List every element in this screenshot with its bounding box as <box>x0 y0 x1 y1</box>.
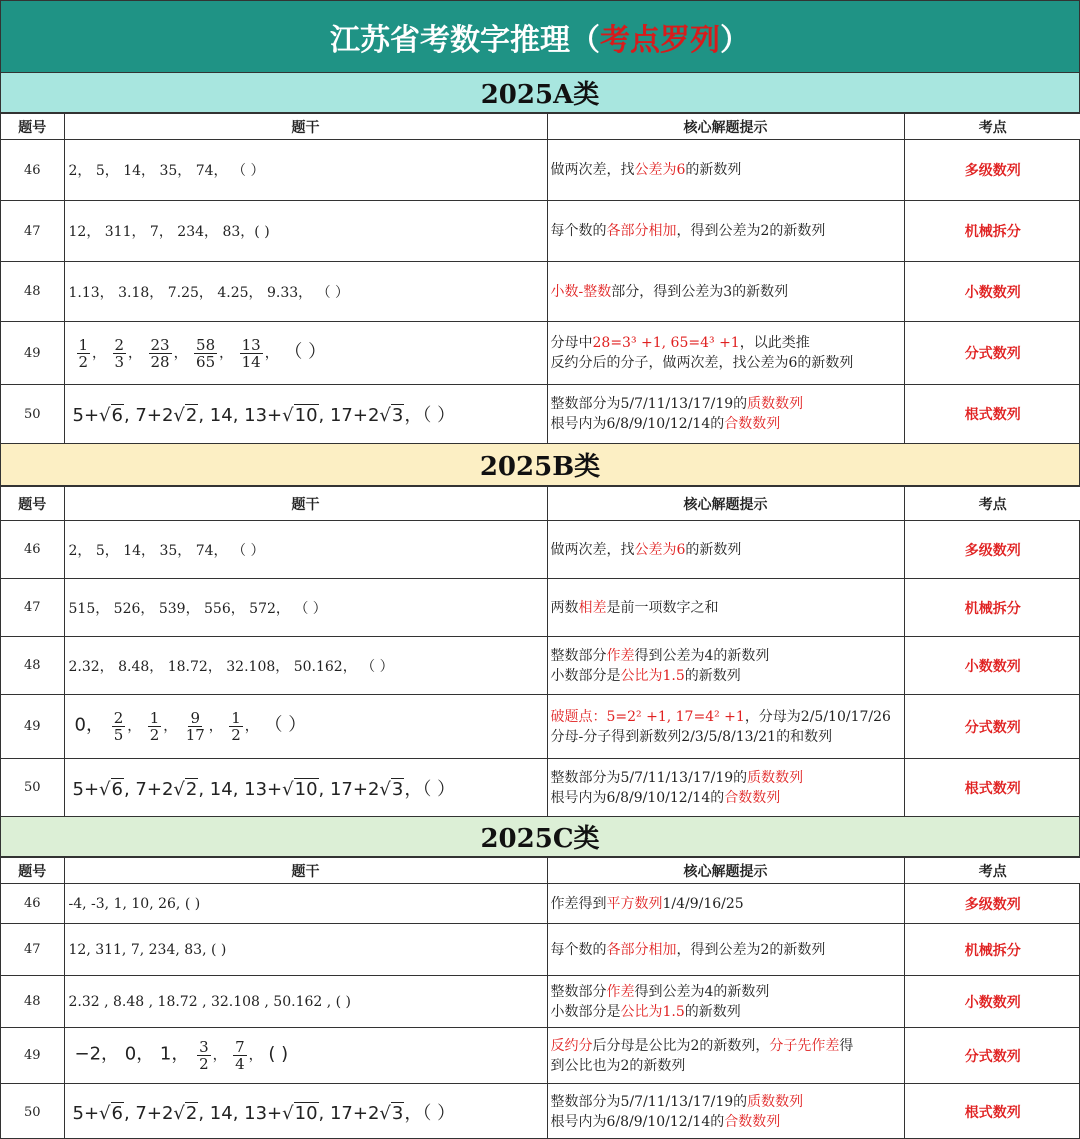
table-row <box>1 759 1080 817</box>
denominator: 2 <box>231 726 241 744</box>
title-highlight: 考点罗列 <box>600 22 720 58</box>
hint-highlight: 作差 <box>606 983 635 1000</box>
key-point: 多级数列 <box>904 521 1080 579</box>
hint-line <box>551 788 904 808</box>
hint-highlight: 28=3³ +1, 65=4³ +1 <box>592 335 740 351</box>
text-span: 得到公差为4的新数列 <box>634 983 770 1000</box>
question-number: 48 <box>1 262 64 322</box>
denominator: 14 <box>241 352 261 371</box>
text-span: 作差得到 <box>550 895 607 912</box>
header-hint: 核心解题提示 <box>547 487 904 521</box>
radical-expression <box>73 1102 456 1124</box>
sqrt <box>282 1102 318 1124</box>
text-span: ， <box>208 718 223 735</box>
hint-line <box>551 414 904 434</box>
solution-hint <box>547 759 904 817</box>
hint-line <box>551 940 904 960</box>
question-stem <box>64 385 547 444</box>
denominator: 2 <box>149 726 160 744</box>
sqrt <box>282 778 318 800</box>
radicand: 2 <box>185 1103 198 1124</box>
key-point: 多级数列 <box>904 140 1080 201</box>
table-row <box>1 884 1080 924</box>
denominator: 17 <box>185 726 205 744</box>
text-span: 做两次差，找 <box>550 162 635 178</box>
stem-tail: （ ） <box>278 341 327 362</box>
text-span: ， <box>92 345 107 361</box>
question-stem <box>64 322 547 385</box>
text-span: √ <box>282 778 294 800</box>
hint-line <box>551 666 904 686</box>
text-span: ，得到公差为2的新数列 <box>676 223 826 239</box>
key-point: 小数数列 <box>904 976 1080 1028</box>
key-point: 根式数列 <box>904 385 1080 444</box>
radical-expression <box>73 778 456 800</box>
table-row <box>1 579 1080 637</box>
fraction <box>197 1039 211 1072</box>
text-span: ， <box>128 345 143 361</box>
sqrt <box>379 1102 404 1124</box>
question-number: 49 <box>1 322 64 385</box>
header-stem: 题干 <box>64 487 547 521</box>
question-stem <box>64 759 547 817</box>
text-span: √ <box>379 778 391 800</box>
question-stem: -4, -3, 1, 10, 26, ( ) <box>64 884 547 924</box>
stem-tail: （ ） <box>258 714 307 736</box>
table-row <box>1 976 1080 1028</box>
hint-highlight: 合数数列 <box>724 789 781 806</box>
sqrt <box>379 778 404 800</box>
question-stem: 12， 311， 7， 234， 83，( ) <box>64 201 547 262</box>
hint-line <box>551 894 904 914</box>
solution-hint <box>547 695 904 759</box>
numerator: 2 <box>113 709 124 727</box>
radicand: 6 <box>111 1103 123 1124</box>
text-span: ， <box>127 718 142 735</box>
fraction <box>77 337 91 370</box>
fraction <box>229 710 243 743</box>
radicand: 2 <box>185 778 198 800</box>
text-span: , 7+2 <box>123 778 174 800</box>
text-span: 整数部分为5/7/11/13/17/19的 <box>550 396 748 412</box>
text-span <box>177 719 181 735</box>
text-span: 每个数的 <box>550 941 607 958</box>
solution-hint <box>547 976 904 1028</box>
text-span <box>227 1048 231 1064</box>
fraction <box>113 337 127 370</box>
text-span: ， <box>212 1047 227 1064</box>
sqrt <box>99 778 124 800</box>
data-table <box>1 857 1080 1139</box>
hint-highlight: 平方数列 <box>606 895 663 912</box>
text-span: 5+ <box>72 778 100 800</box>
text-span: 1/4/9/16/25 <box>662 895 744 912</box>
text-span: 得到公差为4的新数列 <box>634 647 770 664</box>
table-row <box>1 924 1080 976</box>
question-stem: 2， 5， 14， 35， 74， （ ） <box>64 140 547 201</box>
sections <box>1 73 1079 1139</box>
question-number: 50 <box>1 1084 64 1139</box>
text-span: ， <box>264 345 279 361</box>
numerator: 7 <box>235 1038 245 1056</box>
numerator: 1 <box>231 709 241 727</box>
denominator: 65 <box>196 352 216 371</box>
text-span: 整数部分 <box>550 647 607 664</box>
text-span: , 14, 13+ <box>198 778 283 800</box>
radicand: 2 <box>185 405 198 426</box>
text-span: , 7+2 <box>123 405 174 426</box>
denominator: 2 <box>78 352 89 371</box>
denominator: 2 <box>199 1055 209 1073</box>
denominator: 5 <box>113 726 124 744</box>
title-close: ） <box>720 22 750 58</box>
hint-line <box>551 394 904 414</box>
solution-hint <box>547 521 904 579</box>
sqrt <box>379 404 404 426</box>
header-no: 题号 <box>1 487 64 521</box>
title-text: 江苏省考数字推理（ <box>330 22 600 58</box>
text-span: 根号内为6/8/9/10/12/14的 <box>550 789 725 806</box>
table-row <box>1 201 1080 262</box>
fraction <box>194 337 217 370</box>
text-span: ， <box>219 345 234 361</box>
table-row <box>1 1084 1080 1139</box>
text-span: √ <box>379 405 391 426</box>
header-kp: 考点 <box>904 114 1080 140</box>
text-span: √ <box>99 405 111 426</box>
table-row <box>1 1028 1080 1084</box>
header-hint: 核心解题提示 <box>547 114 904 140</box>
solution-hint <box>547 637 904 695</box>
text-span: 根号内为6/8/9/10/12/14的 <box>550 1114 725 1130</box>
key-point: 机械拆分 <box>904 924 1080 976</box>
radicand: 10 <box>294 1103 318 1124</box>
text-span: ，（ ） <box>404 405 456 426</box>
table-row <box>1 385 1080 444</box>
question-number: 49 <box>1 1028 64 1084</box>
hint-highlight: 合数数列 <box>724 416 781 432</box>
section-title: 2025A类 <box>1 73 1079 113</box>
header-row <box>1 858 1080 884</box>
question-number: 50 <box>1 385 64 444</box>
text-span: 整数部分为5/7/11/13/17/19的 <box>550 769 748 786</box>
hint-line <box>551 1112 904 1132</box>
text-span: √ <box>173 405 185 426</box>
text-span: 的新数列 <box>685 541 742 558</box>
text-span: , 17+2 <box>318 405 380 426</box>
solution-hint <box>547 884 904 924</box>
text-span: 得 <box>839 1037 854 1054</box>
hint-line <box>551 598 904 618</box>
hint-highlight: 公差为6 <box>634 541 686 558</box>
question-number: 46 <box>1 140 64 201</box>
radicand: 10 <box>294 778 318 800</box>
key-point: 小数数列 <box>904 262 1080 322</box>
table-row <box>1 637 1080 695</box>
text-span: , 17+2 <box>318 1103 380 1124</box>
sqrt <box>99 404 124 426</box>
header-row <box>1 114 1080 140</box>
question-stem <box>64 1084 547 1139</box>
hint-line <box>551 982 904 1002</box>
text-span: √ <box>173 1103 185 1124</box>
key-point: 多级数列 <box>904 884 1080 924</box>
numerator: 23 <box>150 335 170 354</box>
text-span: , 14, 13+ <box>198 405 283 426</box>
text-span: 整数部分为5/7/11/13/17/19的 <box>550 1094 748 1110</box>
hint-line: 到公比也为2的新数列 <box>550 1057 686 1074</box>
sqrt <box>282 404 318 426</box>
numerator: 13 <box>241 335 261 354</box>
key-point: 分式数列 <box>904 1028 1080 1084</box>
text-span <box>188 345 192 361</box>
solution-hint <box>547 924 904 976</box>
hint-highlight: 破题点：5=2² +1, 17=4² +1 <box>550 708 745 725</box>
stem-lead: −2， 0， 1， <box>74 1043 196 1065</box>
text-span: √ <box>99 778 111 800</box>
text-span: 的新数列 <box>684 667 741 684</box>
question-number: 48 <box>1 976 64 1028</box>
numerator: 2 <box>114 335 125 354</box>
radicand: 3 <box>391 1103 404 1124</box>
hint-line <box>551 1092 904 1112</box>
stem-lead: 0， <box>74 714 110 736</box>
numerator: 9 <box>190 709 200 727</box>
solution-hint <box>547 1028 904 1084</box>
radicand: 3 <box>391 778 404 800</box>
numerator: 3 <box>199 1038 209 1056</box>
fraction <box>149 337 172 370</box>
text-span: 两数 <box>550 599 579 616</box>
text-span: 分母中 <box>550 335 593 351</box>
text-span: ， <box>173 345 188 361</box>
text-span: , 17+2 <box>318 778 380 800</box>
key-point: 机械拆分 <box>904 579 1080 637</box>
hint-line <box>551 160 904 180</box>
hint-highlight: 质数数列 <box>747 1094 804 1110</box>
fraction <box>233 1039 247 1072</box>
table-row <box>1 262 1080 322</box>
numerator: 1 <box>149 709 160 727</box>
solution-hint <box>547 140 904 201</box>
fraction <box>240 337 263 370</box>
text-span: ， <box>244 718 259 735</box>
numerator: 58 <box>196 335 216 354</box>
text-span: 小数部分是 <box>550 667 621 684</box>
text-span: , 14, 13+ <box>198 1103 283 1124</box>
text-span: 整数部分 <box>550 983 607 1000</box>
text-span: 是前一项数字之和 <box>606 599 719 616</box>
question-number: 48 <box>1 637 64 695</box>
header-row <box>1 487 1080 521</box>
question-stem: 2， 5， 14， 35， 74， （ ） <box>64 521 547 579</box>
hint-highlight: 质数数列 <box>747 769 804 786</box>
text-span: 根号内为6/8/9/10/12/14的 <box>550 416 725 432</box>
page-title <box>1 1 1079 73</box>
hint-line <box>551 1002 904 1022</box>
sqrt <box>173 1102 198 1124</box>
text-span: √ <box>379 1103 391 1124</box>
stem-tail: ( ) <box>262 1043 289 1065</box>
question-stem: 2.32， 8.48， 18.72， 32.108， 50.162， （ ） <box>64 637 547 695</box>
table-row <box>1 140 1080 201</box>
radicand: 6 <box>111 405 123 426</box>
header-stem: 题干 <box>64 858 547 884</box>
hint-line <box>551 333 904 353</box>
table-row <box>1 695 1080 759</box>
hint-line <box>551 1036 904 1056</box>
text-span: ，（ ） <box>404 778 456 800</box>
table-row <box>1 322 1080 385</box>
hint-highlight: 质数数列 <box>747 396 804 412</box>
text-span <box>142 345 146 361</box>
hint-highlight: 公比为1.5 <box>620 667 685 684</box>
key-point: 机械拆分 <box>904 201 1080 262</box>
header-kp: 考点 <box>904 858 1080 884</box>
hint-highlight: 各部分相加 <box>606 223 677 239</box>
key-point: 小数数列 <box>904 637 1080 695</box>
header-no: 题号 <box>1 858 64 884</box>
text-span: 做两次差，找 <box>550 541 635 558</box>
header-no: 题号 <box>1 114 64 140</box>
radical-expression <box>73 404 456 426</box>
question-number: 47 <box>1 201 64 262</box>
question-stem: 12, 311, 7, 234, 83, ( ) <box>64 924 547 976</box>
text-span: 的新数列 <box>685 162 742 178</box>
solution-hint <box>547 322 904 385</box>
question-stem: 1.13， 3.18， 7.25， 4.25， 9.33， （ ） <box>64 262 547 322</box>
question-number: 49 <box>1 695 64 759</box>
fraction <box>184 710 207 743</box>
solution-hint <box>547 262 904 322</box>
question-number: 50 <box>1 759 64 817</box>
text-span: 后分母是公比为2的新数列， <box>592 1037 770 1054</box>
text-span: √ <box>282 1103 294 1124</box>
question-number: 47 <box>1 579 64 637</box>
hint-highlight: 各部分相加 <box>606 941 677 958</box>
denominator: 3 <box>114 352 125 371</box>
text-span: 5+ <box>72 1103 100 1124</box>
data-table <box>1 113 1080 444</box>
fraction <box>148 710 162 743</box>
text-span: ，以此类推 <box>739 335 810 351</box>
text-span: √ <box>282 405 294 426</box>
section-title: 2025C类 <box>1 817 1079 857</box>
header-kp: 考点 <box>904 487 1080 521</box>
text-span <box>106 345 110 361</box>
hint-line: 反约分后的分子，做两次差，找公差为6的新数列 <box>550 355 854 371</box>
text-span: ，得到公差为2的新数列 <box>676 941 826 958</box>
question-stem: 2.32 , 8.48 , 18.72 , 32.108 , 50.162 , ( ) <box>64 976 547 1028</box>
hint-line <box>551 768 904 788</box>
radicand: 10 <box>294 405 318 426</box>
data-table <box>1 486 1080 817</box>
denominator: 4 <box>235 1055 245 1073</box>
text-span <box>233 345 237 361</box>
text-span: ，（ ） <box>404 1103 456 1124</box>
hint-line <box>551 707 904 727</box>
text-span: √ <box>173 778 185 800</box>
hint-highlight: 公比为1.5 <box>620 1003 685 1020</box>
text-span: 部分，得到公差为3的新数列 <box>611 283 789 300</box>
hint-highlight: 合数数列 <box>724 1114 781 1130</box>
hint-highlight: 相差 <box>578 599 607 616</box>
solution-hint <box>547 1084 904 1139</box>
key-point: 分式数列 <box>904 322 1080 385</box>
question-number: 46 <box>1 884 64 924</box>
text-span: ，分母为2/5/10/17/26 <box>744 708 891 725</box>
table-row <box>1 521 1080 579</box>
question-number: 47 <box>1 924 64 976</box>
header-stem: 题干 <box>64 114 547 140</box>
solution-hint <box>547 201 904 262</box>
text-span <box>223 719 227 735</box>
solution-hint <box>547 579 904 637</box>
radicand: 3 <box>391 405 404 426</box>
text-span: , 7+2 <box>123 1103 174 1124</box>
denominator: 28 <box>150 352 170 371</box>
text-span: 的新数列 <box>684 1003 741 1020</box>
sqrt <box>173 404 198 426</box>
question-stem <box>64 1028 547 1084</box>
hint-line <box>551 221 904 241</box>
fraction <box>112 710 126 743</box>
text-span: ， <box>163 718 178 735</box>
key-point: 分式数列 <box>904 695 1080 759</box>
text-span: √ <box>99 1103 111 1124</box>
radicand: 6 <box>111 778 123 800</box>
question-number: 46 <box>1 521 64 579</box>
numerator: 1 <box>78 335 89 354</box>
hint-line <box>551 646 904 666</box>
text-span: ， <box>248 1047 263 1064</box>
hint-line <box>551 540 904 560</box>
hint-highlight: 小数-整数 <box>550 283 612 300</box>
key-point: 根式数列 <box>904 759 1080 817</box>
text-span <box>141 719 145 735</box>
hint-line: 分母-分子得到新数列2/3/5/8/13/21的和数列 <box>550 728 833 745</box>
sqrt <box>173 778 198 800</box>
hint-highlight: 公差为6 <box>634 162 686 178</box>
solution-hint <box>547 385 904 444</box>
question-stem <box>64 695 547 759</box>
text-span: 5+ <box>72 405 100 426</box>
question-stem: 515， 526， 539， 556， 572， （ ） <box>64 579 547 637</box>
hint-highlight: 分子先作差 <box>769 1037 840 1054</box>
text-span: 每个数的 <box>550 223 607 239</box>
hint-highlight: 反约分 <box>550 1037 593 1054</box>
section-title: 2025B类 <box>1 444 1079 486</box>
hint-line <box>551 282 904 302</box>
key-point: 根式数列 <box>904 1084 1080 1139</box>
header-hint: 核心解题提示 <box>547 858 904 884</box>
sqrt <box>99 1102 124 1124</box>
hint-highlight: 作差 <box>606 647 635 664</box>
text-span: 小数部分是 <box>550 1003 621 1020</box>
